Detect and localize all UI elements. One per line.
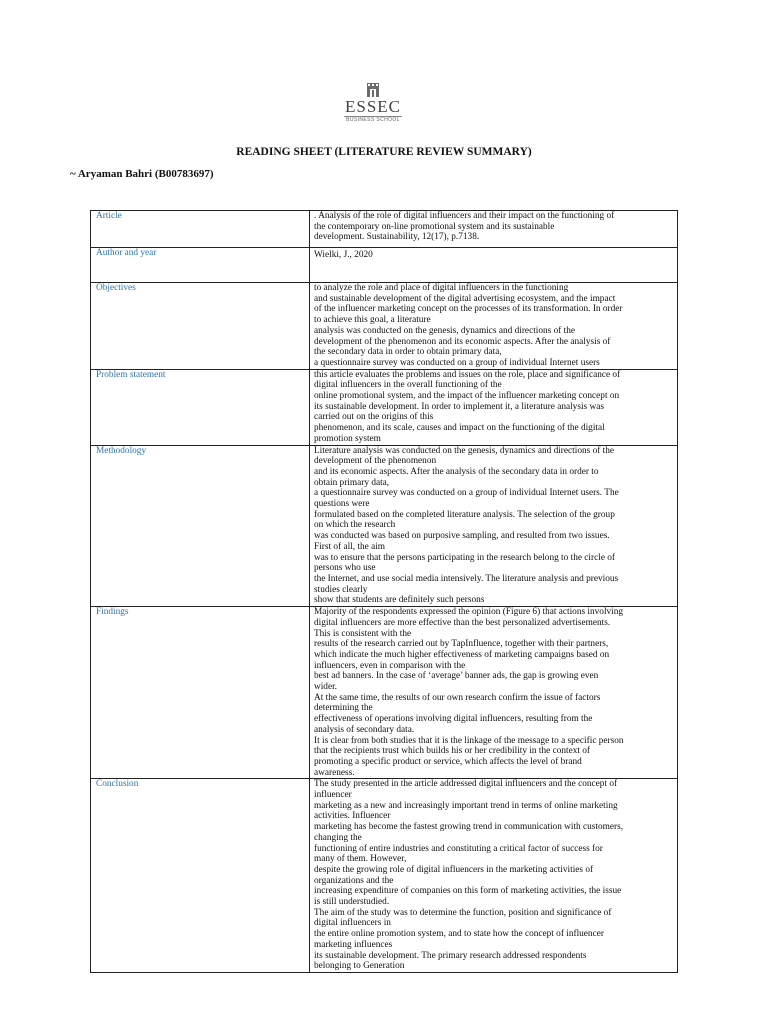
row-label: Problem statement — [91, 369, 310, 445]
text-line: development of the phenomenon — [314, 456, 437, 467]
row-value — [310, 283, 678, 370]
essec-logo — [340, 82, 406, 130]
text-line: awareness. — [314, 767, 355, 778]
text-line: results of the research carried out by TapInfluence, together with their partners, — [314, 639, 609, 650]
text-line: This is consistent with the — [314, 628, 412, 639]
text-line: of the influencer marketing concept on the processes of its transformation. In order — [314, 304, 623, 315]
text-line: At the same time, the results of our own research confirm the issue of factors — [314, 692, 601, 703]
text-line: obtain primary data, — [314, 477, 390, 488]
row-label: Methodology — [91, 445, 310, 607]
text-line: Literature analysis was conducted on the genesis, dynamics and directions of the — [314, 445, 614, 456]
text-line: digital influencers in — [314, 918, 391, 929]
text-line: marketing as a new and increasingly important trend in terms of online marketing — [314, 800, 618, 811]
author-line: ~ Aryaman Bahri (B00783697) — [70, 168, 214, 180]
row-value — [310, 248, 678, 283]
text-line: the Internet, and use social media intensively. The literature analysis and previous — [314, 573, 619, 584]
text-line: a questionnaire survey was conducted on a group of individual Internet users — [314, 357, 600, 368]
text-line: show that students are definitely such persons — [314, 595, 485, 606]
document-title: READING SHEET (LITERATURE REVIEW SUMMARY) — [236, 146, 532, 158]
row-value — [310, 445, 678, 607]
table-row — [91, 779, 678, 973]
text-line: effectiveness of operations involving digital influencers, resulting from the — [314, 714, 593, 725]
text-line: and its economic aspects. After the analysis of the secondary data in order to — [314, 466, 599, 477]
text-line: to achieve this goal, a literature — [314, 315, 431, 326]
text-line: despite the growing role of digital influencers in the marketing activities of — [314, 864, 594, 875]
text-line: and sustainable development of the digital advertising ecosystem, and the impact — [314, 293, 616, 304]
text-line: influencers, even in comparison with the — [314, 660, 466, 671]
text-line: analysis of secondary data. — [314, 724, 415, 735]
row-label: Findings — [91, 607, 310, 779]
row-label: Author and year — [91, 248, 310, 283]
text-line: increasing expenditure of companies on this form of marketing activities, the issue — [314, 886, 622, 897]
table-row — [91, 445, 678, 607]
text-line: functioning of entire industries and constituting a critical factor of success for — [314, 843, 603, 854]
text-line: its sustainable development. In order to implement it, a literature analysis was — [314, 401, 604, 412]
text-line: formulated based on the completed literature analysis. The selection of the group — [314, 509, 615, 520]
text-line: Majority of the respondents expressed the opinion (Figure 6) that actions involving — [314, 607, 624, 618]
text-line: the contemporary on-line promotional system and its sustainable — [314, 221, 555, 232]
text-line: development of the phenomenon and its economic aspects. After the analysis of — [314, 336, 611, 347]
text-line: online promotional system, and the impact of the influencer marketing concept on — [314, 391, 620, 402]
table-row — [91, 248, 678, 283]
tower-emblem-icon — [365, 82, 381, 98]
text-line: wider. — [314, 682, 337, 693]
text-line: carried out on the origins of this — [314, 412, 434, 423]
text-line: to analyze the role and place of digital influencers in the functioning — [314, 283, 569, 293]
table-row — [91, 607, 678, 779]
text-line: Wielki, J., 2020 — [314, 250, 373, 260]
text-line: which indicate the much higher effectiveness of marketing campaigns based on — [314, 649, 610, 660]
text-line: digital influencers are more effective than the best personalized advertisements. — [314, 617, 611, 628]
text-line: phenomenon, and its scale, causes and impact on the functioning of the digital — [314, 423, 605, 434]
row-value — [310, 779, 678, 973]
text-line: the entire online promotion system, and to state how the concept of influencer — [314, 929, 604, 940]
text-line: on which the research — [314, 520, 396, 531]
text-line: was conducted was based on purposive sampling, and resulted from two issues. — [314, 531, 610, 542]
table-row — [91, 283, 678, 370]
text-line: organizations and the — [314, 875, 394, 886]
table-row — [91, 369, 678, 445]
row-label: Conclusion — [91, 779, 310, 973]
logo-wordmark: ESSEC — [344, 97, 402, 116]
text-line: persons who use — [314, 563, 376, 574]
text-line: best ad banners. In the case of ‘average’ banner ads, the gap is growing even — [314, 671, 599, 682]
text-line: influencer — [314, 790, 352, 801]
text-line: changing the — [314, 832, 362, 843]
text-line: The aim of the study was to determine the function, position and significance of — [314, 907, 612, 918]
table-row — [91, 211, 678, 248]
row-label: Objectives — [91, 283, 310, 370]
text-line: activities. Influencer — [314, 811, 391, 822]
row-label: Article — [91, 211, 310, 248]
text-line: First of all, the aim — [314, 541, 386, 552]
text-line: that the recipients trust which builds his or her credibility in the context of — [314, 746, 591, 757]
text-line: its sustainable development. The primary research addressed respondents — [314, 950, 587, 961]
text-line: . Analysis of the role of digital influencers and their impact on the functioning of — [314, 211, 615, 221]
text-line: promoting a specific product or service, which affects the level of brand — [314, 756, 582, 767]
text-line: promotion system — [314, 433, 381, 444]
text-line: marketing has become the fastest growing trend in communication with customers, — [314, 822, 624, 833]
text-line: belonging to Generation — [314, 961, 405, 972]
reading-sheet-table — [90, 210, 678, 973]
row-value — [310, 369, 678, 445]
text-line: is still understudied. — [314, 897, 390, 908]
row-value — [310, 607, 678, 779]
text-line: this article evaluates the problems and issues on the role, place and significance of — [314, 369, 621, 380]
text-line: the secondary data in order to obtain primary data, — [314, 347, 502, 358]
row-value — [310, 211, 678, 248]
text-line: development. Sustainability, 12(17), p.7138. — [314, 232, 480, 243]
text-line: was to ensure that the persons participating in the research belong to the circle of — [314, 552, 616, 563]
text-line: analysis was conducted on the genesis, dynamics and directions of the — [314, 325, 576, 336]
text-line: studies clearly — [314, 584, 368, 595]
text-line: a questionnaire survey was conducted on a group of individual Internet users. The — [314, 488, 619, 499]
text-line: determining the — [314, 703, 373, 714]
text-line: marketing influences — [314, 939, 393, 950]
text-line: The study presented in the article addressed digital influencers and the concept of — [314, 779, 618, 790]
text-line: many of them. However, — [314, 854, 407, 865]
text-line: digital influencers in the overall functioning of the — [314, 380, 502, 391]
logo-subtitle: BUSINESS SCHOOL — [344, 116, 402, 123]
text-line: questions were — [314, 499, 370, 510]
text-line: It is clear from both studies that it is the linkage of the message to a specific person — [314, 735, 624, 746]
